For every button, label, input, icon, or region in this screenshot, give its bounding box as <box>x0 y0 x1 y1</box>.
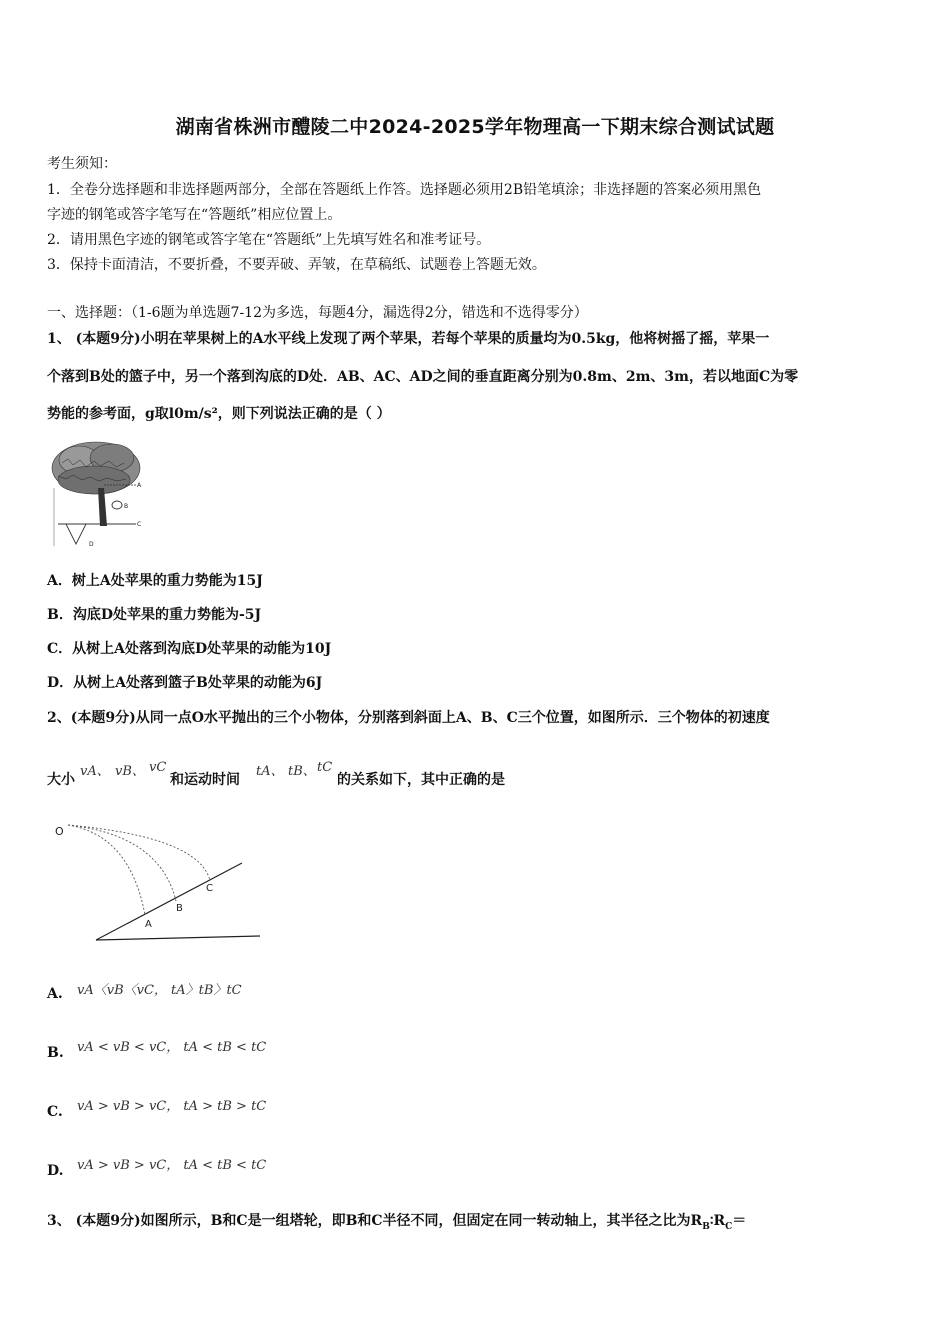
label-o: O <box>55 825 64 838</box>
symbol-va: vA、 <box>80 764 110 779</box>
q1-option-b: B．沟底D处苹果的重力势能为-5J <box>47 607 262 623</box>
trajectory-a <box>68 825 145 915</box>
section-heading: 一、选择题：（1-6题为单选题7-12为多选，每题4分，漏选得2分，错选和不选得零分） <box>47 305 588 321</box>
label-d: D <box>89 541 94 548</box>
basket <box>112 501 122 509</box>
page-title: 湖南省株洲市醴陵二中2024-2025学年物理高一下期末综合测试试题 <box>175 116 775 138</box>
symbol-vb: vB、 <box>115 764 145 779</box>
question-3-line <box>47 1210 746 1232</box>
q2-option-a-label: A. <box>47 986 63 1002</box>
q2-option-a-expr: vA〈vB〈vC， tA〉tB〉tC <box>77 983 242 998</box>
symbol-tc: tC <box>317 760 333 775</box>
notice-item: 字迹的钢笔或答字笔写在“答题纸”相应位置上。 <box>47 207 342 223</box>
question-1-line: 1、 (本题9分)小明在苹果树上的A水平线上发现了两个苹果，若每个苹果的质量均为0.5kg，他将树摇了摇，苹果一 <box>47 331 770 347</box>
q2-option-b-label: B. <box>47 1045 64 1061</box>
equals-sign: ＝ <box>732 1213 747 1229</box>
question-3-text: 3、 (本题9分)如图所示，B和C是一组塔轮，即B和C半径不同，但固定在同一转动轴上，其半径之比为R <box>47 1213 703 1229</box>
label-a: A <box>145 919 152 930</box>
q2-option-d-expr: vA > vB > vC， tA < tB < tC <box>77 1158 267 1173</box>
notice-item: 3．保持卡面清洁，不要折叠，不要弄破、弄皱，在草稿纸、试题卷上答题无效。 <box>47 257 546 273</box>
q1-option-d: D．从树上A处落到篮子B处苹果的动能为6J <box>47 675 323 691</box>
ratio-colon: ∶R <box>709 1213 726 1229</box>
symbol-ta: tA、 <box>256 764 284 779</box>
label-b: B <box>124 503 129 510</box>
question-2-line: 2、(本题9分)从同一点O水平抛出的三个小物体，分别落到斜面上A、B、C三个位置，如图所示．三个物体的初速度 <box>47 710 770 726</box>
label-a: A <box>137 482 142 489</box>
q1-option-a: A．树上A处苹果的重力势能为15J <box>47 573 263 589</box>
symbol-vc: vC <box>149 760 167 775</box>
subscript-b: B <box>702 1221 710 1232</box>
label-c: C <box>137 521 142 528</box>
notice-item: 2．请用黑色字迹的钢笔或答字笔在“答题纸”上先填写姓名和准考证号。 <box>47 232 491 248</box>
question-1-line: 势能的参考面，g取l0m/s²，则下列说法正确的是（ ） <box>47 406 391 422</box>
trajectory-c <box>68 825 210 881</box>
q2-option-b-expr: vA < vB < vC， tA < tB < tC <box>77 1040 267 1055</box>
apple-tree-figure <box>44 438 149 553</box>
q2-option-c-expr: vA > vB > vC， tA > tB > tC <box>77 1099 267 1114</box>
trajectory-b <box>68 825 176 901</box>
tree-canopy <box>52 442 140 494</box>
ground-line <box>96 936 260 940</box>
notice-heading: 考生须知： <box>47 156 117 172</box>
subscript-c: C <box>725 1221 733 1232</box>
q1-option-c: C．从树上A处落到沟底D处苹果的动能为10J <box>47 641 332 657</box>
label-c: C <box>206 883 213 894</box>
question-2-line-mid: 和运动时间 <box>170 772 240 788</box>
ditch <box>66 524 86 544</box>
label-b: B <box>176 903 183 914</box>
notice-item: 1．全卷分选择题和非选择题两部分，全部在答题纸上作答。选择题必须用2B铅笔填涂；非选择题的答案必须用黑色 <box>47 182 762 198</box>
symbol-tb: tB、 <box>288 764 316 779</box>
projectile-incline-figure <box>50 815 270 950</box>
incline-line <box>96 863 242 940</box>
question-2-line-prefix: 大小 <box>47 772 75 788</box>
q2-option-d-label: D. <box>47 1163 64 1179</box>
question-2-line-post: 的关系如下，其中正确的是 <box>337 772 505 788</box>
question-1-line: 个落到B处的篮子中，另一个落到沟底的D处．AB、AC、AD之间的垂直距离分别为0.8m、2m、3m，若以地面C为零 <box>47 369 799 385</box>
q2-option-c-label: C. <box>47 1104 63 1120</box>
